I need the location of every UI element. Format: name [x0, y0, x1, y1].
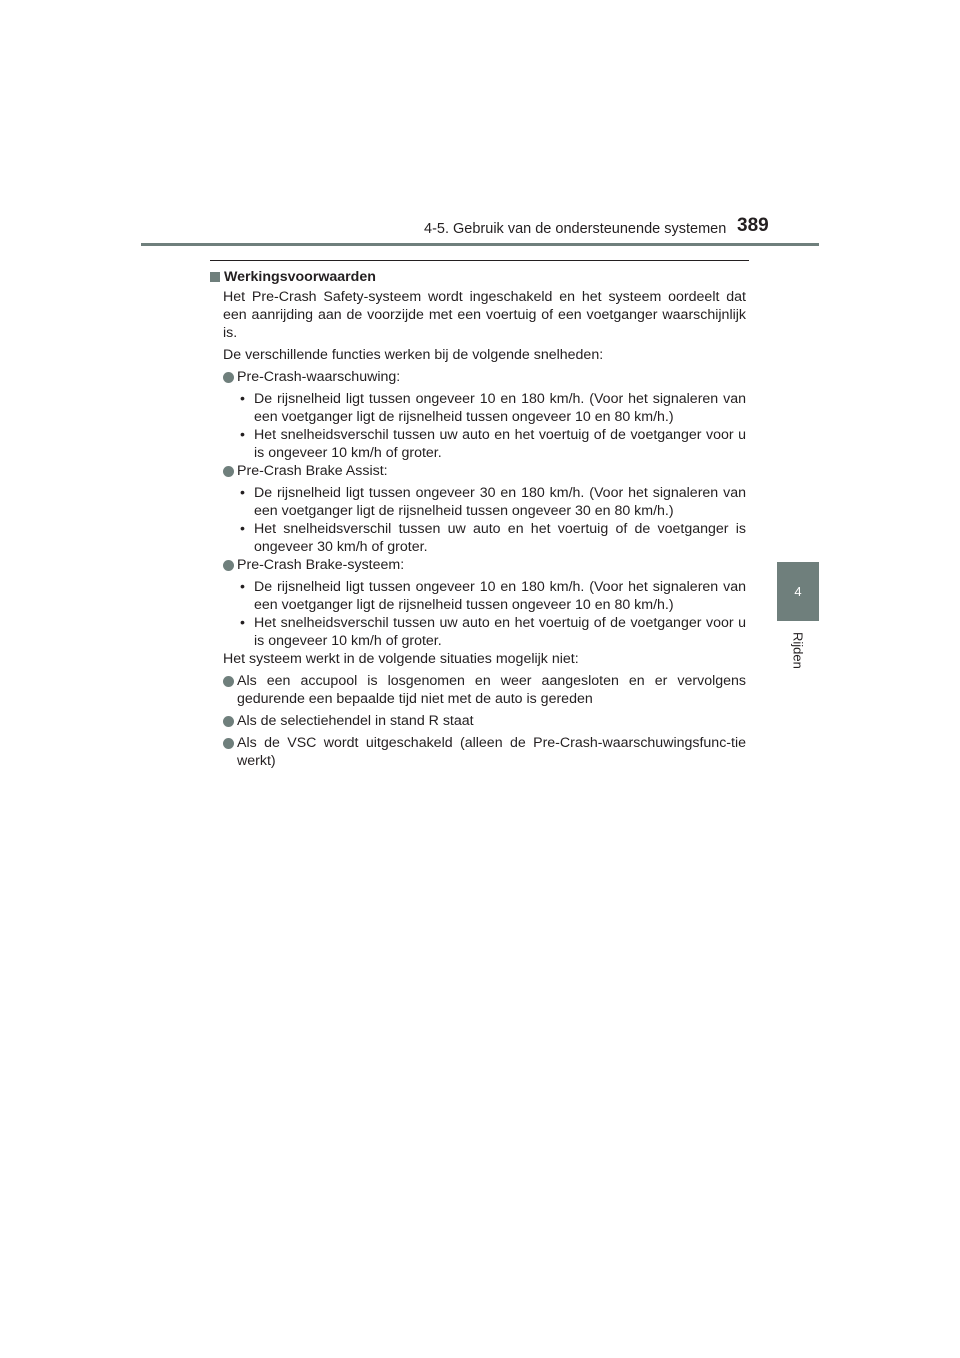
condition-item [210, 484, 746, 520]
list-item [223, 462, 746, 480]
bullet-icon: • [240, 579, 245, 595]
condition-item [210, 614, 746, 650]
chapter-number: 4 [794, 584, 802, 599]
header-divider [141, 243, 819, 246]
bullet-icon: • [240, 521, 245, 537]
chapter-tab [777, 562, 819, 621]
chapter-label: Rijden [790, 632, 806, 669]
not-working-intro: Het systeem werkt in de volgende situaties mogelijk niet: [223, 651, 579, 667]
section-heading [210, 268, 746, 286]
function-item [210, 462, 746, 556]
situation-list [210, 672, 746, 770]
condition-text: De rijsnelheid ligt tussen ongeveer 10 en 180 km/h. (Voor het signaleren van een voetganger ligt de rijsnelheid tussen ongeveer 10 en 80 km/h.) [254, 579, 746, 613]
speeds-intro: De verschillende functies werken bij de volgende snelheden: [223, 347, 604, 363]
situation-text: Als de selectiehendel in stand R staat [237, 713, 474, 729]
circle-bullet-icon [223, 372, 234, 383]
list-item [223, 556, 746, 574]
list-item [223, 672, 746, 708]
function-name: Pre-Crash Brake Assist: [237, 463, 388, 479]
bullet-icon: • [240, 391, 245, 407]
list-item [223, 368, 746, 386]
situation-text: Als een accupool is losgenomen en weer aangesloten en er vervolgens gedurende een bepaalde tijd niet met de auto is gereden [237, 673, 746, 707]
condition-text: De rijsnelheid ligt tussen ongeveer 30 en 180 km/h. (Voor het signaleren van een voetganger ligt de rijsnelheid tussen ongeveer 30 en 80 km/h.) [254, 485, 746, 519]
condition-text: Het snelheidsverschil tussen uw auto en het voertuig of de voetganger voor u is ongeveer 10 km/h of groter. [254, 615, 746, 649]
situation-text: Als de VSC wordt uitgeschakeld (alleen de Pre-Crash-waarschuwingsfunc-tie werkt) [237, 735, 746, 769]
page-number: 389 [737, 215, 769, 236]
condition-item [210, 390, 746, 426]
circle-bullet-icon [223, 716, 234, 727]
function-name: Pre-Crash Brake-systeem: [237, 557, 405, 573]
circle-bullet-icon [223, 738, 234, 749]
section-title: 4-5. Gebruik van de ondersteunende systemen [424, 221, 727, 237]
intro-paragraph: Het Pre-Crash Safety-systeem wordt ingeschakeld en het systeem oordeelt dat een aanrijding aan de voorzijde met een voertuig of een voetganger waarschijnlijk is. [223, 289, 746, 341]
condition-item [210, 426, 746, 462]
heading-text: Werkingsvoorwaarden [224, 269, 376, 285]
main-content [210, 268, 746, 770]
circle-bullet-icon [223, 560, 234, 571]
function-item [210, 368, 746, 462]
condition-item [210, 578, 746, 614]
bullet-icon: • [240, 615, 245, 631]
list-item [223, 734, 746, 770]
list-item [223, 712, 746, 730]
condition-text: Het snelheidsverschil tussen uw auto en het voertuig of de voetganger voor u is ongeveer 10 km/h of groter. [254, 427, 746, 461]
condition-item [210, 520, 746, 556]
content-divider [210, 260, 749, 261]
condition-text: Het snelheidsverschil tussen uw auto en het voertuig of de voetganger is ongeveer 30 km/h of groter. [254, 521, 746, 555]
circle-bullet-icon [223, 466, 234, 477]
condition-text: De rijsnelheid ligt tussen ongeveer 10 en 180 km/h. (Voor het signaleren van een voetganger ligt de rijsnelheid tussen ongeveer 10 en 80 km/h.) [254, 391, 746, 425]
function-name: Pre-Crash-waarschuwing: [237, 369, 401, 385]
bullet-icon: • [240, 427, 245, 443]
bullet-icon: • [240, 485, 245, 501]
square-bullet-icon [210, 272, 220, 282]
circle-bullet-icon [223, 676, 234, 687]
function-item [210, 556, 746, 650]
function-list [210, 368, 746, 650]
